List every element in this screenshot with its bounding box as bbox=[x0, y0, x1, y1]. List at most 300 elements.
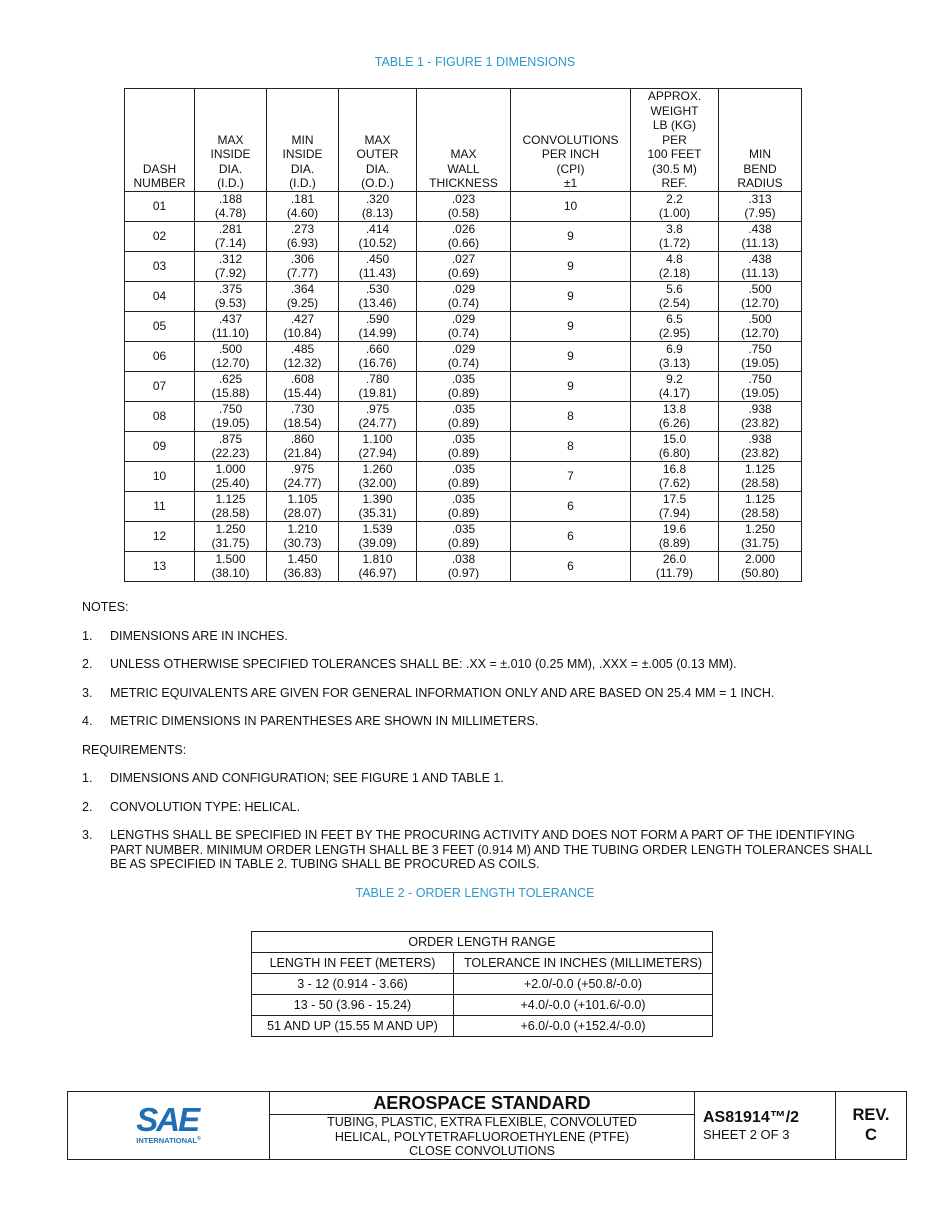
min-inside-dia-cell bbox=[267, 551, 339, 581]
revision-box bbox=[836, 1092, 907, 1160]
value-millimeters: (3.13) bbox=[658, 356, 691, 370]
max-inside-dia-cell bbox=[195, 251, 267, 281]
value-inches: 9.2 bbox=[666, 371, 683, 386]
header-line: (CPI) bbox=[556, 161, 585, 176]
table2-cell: 13 - 50 (3.96 - 15.24) bbox=[252, 995, 454, 1016]
value-millimeters: (25.40) bbox=[211, 476, 250, 490]
header-line: NUMBER bbox=[133, 176, 186, 190]
value-millimeters: (28.07) bbox=[283, 506, 322, 520]
value-inches: .320 bbox=[365, 191, 390, 206]
header-line: 100 FEET bbox=[647, 147, 702, 161]
min-inside-dia-cell bbox=[267, 521, 339, 551]
max-outer-dia-cell bbox=[339, 281, 417, 311]
value-inches: .035 bbox=[451, 431, 476, 446]
value-millimeters: (11.10) bbox=[211, 326, 250, 340]
value-millimeters: (12.32) bbox=[283, 356, 322, 370]
max-inside-dia-cell bbox=[195, 461, 267, 491]
table2-col-length: LENGTH IN FEET (METERS) bbox=[252, 953, 454, 974]
value-millimeters: (7.14) bbox=[214, 236, 247, 250]
header-line: MAX bbox=[364, 132, 391, 147]
document-title-line: HELICAL, POLYTETRAFLUOROETHYLENE (PTFE) bbox=[334, 1129, 630, 1144]
value-inches: .427 bbox=[290, 311, 315, 326]
value-inches: .750 bbox=[748, 341, 772, 356]
revision-value: C bbox=[865, 1126, 877, 1145]
value-millimeters: (21.84) bbox=[283, 446, 322, 460]
col-max-wall-thickness bbox=[417, 89, 511, 192]
max-outer-dia-cell bbox=[339, 401, 417, 431]
cpi-cell: 9 bbox=[511, 251, 631, 281]
value-millimeters: (4.78) bbox=[214, 206, 247, 220]
value-inches: .590 bbox=[365, 311, 390, 326]
table-row bbox=[125, 401, 802, 431]
table2-cell: 51 AND UP (15.55 M AND UP) bbox=[252, 1016, 454, 1037]
header-line: RADIUS bbox=[737, 176, 783, 190]
value-inches: .029 bbox=[451, 281, 476, 296]
dimensions-table bbox=[124, 88, 802, 582]
header-line: MAX bbox=[450, 147, 477, 161]
value-millimeters: (6.26) bbox=[658, 416, 691, 430]
value-millimeters: (16.76) bbox=[358, 356, 397, 370]
max-inside-dia-cell bbox=[195, 311, 267, 341]
max-outer-dia-cell bbox=[339, 221, 417, 251]
max-wall-cell bbox=[417, 491, 511, 521]
value-millimeters: (24.77) bbox=[358, 416, 397, 430]
weight-cell bbox=[631, 401, 719, 431]
header-line: DIA. bbox=[365, 161, 390, 176]
header-line: APPROX. bbox=[647, 89, 702, 103]
document-title bbox=[270, 1115, 695, 1160]
value-millimeters: (0.89) bbox=[447, 446, 480, 460]
min-inside-dia-cell bbox=[267, 281, 339, 311]
max-outer-dia-cell bbox=[339, 521, 417, 551]
value-inches: 1.450 bbox=[287, 551, 318, 566]
value-millimeters: (11.13) bbox=[741, 266, 779, 280]
dash-number-cell: 01 bbox=[125, 191, 195, 221]
value-millimeters: (38.10) bbox=[211, 566, 250, 580]
value-inches: 2.000 bbox=[744, 551, 776, 566]
header-line: MIN bbox=[749, 147, 771, 161]
bend-radius-cell bbox=[719, 311, 802, 341]
table2-cell: +6.0/-0.0 (+152.4/-0.0) bbox=[454, 1016, 713, 1037]
value-inches: .750 bbox=[748, 371, 772, 386]
weight-cell bbox=[631, 371, 719, 401]
bend-radius-cell bbox=[719, 521, 802, 551]
max-wall-cell bbox=[417, 371, 511, 401]
value-inches: .029 bbox=[451, 311, 476, 326]
min-inside-dia-cell bbox=[267, 341, 339, 371]
header-line: (I.D.) bbox=[217, 176, 244, 190]
bend-radius-cell bbox=[719, 251, 802, 281]
bend-radius-cell bbox=[719, 341, 802, 371]
value-inches: .438 bbox=[748, 221, 772, 236]
value-inches: 13.8 bbox=[662, 401, 687, 416]
dash-number-cell: 09 bbox=[125, 431, 195, 461]
header-line: (30.5 M) bbox=[652, 161, 697, 176]
list-item bbox=[82, 828, 882, 872]
value-millimeters: (7.95) bbox=[744, 206, 776, 220]
value-millimeters: (0.74) bbox=[447, 326, 480, 340]
header-line: CONVOLUTIONS bbox=[522, 132, 619, 147]
list-item bbox=[82, 771, 882, 786]
max-wall-cell bbox=[417, 341, 511, 371]
value-millimeters: (4.60) bbox=[286, 206, 319, 220]
value-millimeters: (2.54) bbox=[658, 296, 691, 310]
header-line: WEIGHT bbox=[650, 103, 699, 118]
table-row bbox=[252, 1016, 713, 1037]
value-inches: .029 bbox=[451, 341, 476, 356]
table-row bbox=[125, 251, 802, 281]
header-line: ±1 bbox=[563, 176, 578, 190]
weight-cell bbox=[631, 311, 719, 341]
value-inches: .181 bbox=[290, 191, 315, 206]
weight-cell bbox=[631, 461, 719, 491]
max-inside-dia-cell bbox=[195, 281, 267, 311]
value-millimeters: (1.72) bbox=[658, 236, 691, 250]
dash-number-cell: 07 bbox=[125, 371, 195, 401]
value-inches: .860 bbox=[290, 431, 315, 446]
value-millimeters: (0.74) bbox=[447, 356, 480, 370]
value-inches: .938 bbox=[748, 431, 772, 446]
table2-cell: 3 - 12 (0.914 - 3.66) bbox=[252, 974, 454, 995]
table-row bbox=[125, 461, 802, 491]
value-inches: .035 bbox=[451, 521, 476, 536]
value-millimeters: (11.79) bbox=[655, 566, 694, 580]
table-row bbox=[125, 281, 802, 311]
value-millimeters: (6.93) bbox=[286, 236, 319, 250]
max-wall-cell bbox=[417, 281, 511, 311]
header-line: BEND bbox=[743, 161, 777, 176]
value-millimeters: (0.97) bbox=[447, 566, 480, 580]
value-millimeters: (27.94) bbox=[358, 446, 397, 460]
max-outer-dia-cell bbox=[339, 461, 417, 491]
value-millimeters: (0.89) bbox=[447, 416, 480, 430]
value-millimeters: (31.75) bbox=[211, 536, 250, 550]
cpi-cell: 8 bbox=[511, 401, 631, 431]
col-max-outer-dia bbox=[339, 89, 417, 192]
value-inches: 16.8 bbox=[662, 461, 687, 476]
document-title-line: CLOSE CONVOLUTIONS bbox=[409, 1144, 555, 1158]
value-inches: .026 bbox=[451, 221, 476, 236]
value-millimeters: (8.89) bbox=[658, 536, 691, 550]
max-outer-dia-cell bbox=[339, 371, 417, 401]
table2-group-header: ORDER LENGTH RANGE bbox=[252, 932, 713, 953]
sae-logo bbox=[68, 1092, 270, 1160]
sae-logo-subtext: INTERNATIONAL® bbox=[136, 1135, 201, 1145]
value-inches: 1.125 bbox=[744, 491, 776, 506]
table2-col-tolerance: TOLERANCE IN INCHES (MILLIMETERS) bbox=[454, 953, 713, 974]
value-millimeters: (9.25) bbox=[286, 296, 319, 310]
document-id bbox=[695, 1092, 836, 1160]
value-inches: 1.100 bbox=[362, 431, 393, 446]
value-inches: 26.0 bbox=[662, 551, 687, 566]
list-item-number: 2. bbox=[82, 799, 93, 814]
max-wall-cell bbox=[417, 221, 511, 251]
list-item-number: 1. bbox=[82, 771, 93, 785]
value-millimeters: (19.05) bbox=[740, 356, 780, 370]
max-inside-dia-cell bbox=[195, 401, 267, 431]
value-inches: .750 bbox=[218, 401, 243, 416]
header-line: DIA. bbox=[290, 161, 315, 176]
standard-type: AEROSPACE STANDARD bbox=[270, 1092, 695, 1115]
table-row bbox=[252, 974, 713, 995]
bend-radius-cell bbox=[719, 221, 802, 251]
cpi-cell: 8 bbox=[511, 431, 631, 461]
max-inside-dia-cell bbox=[195, 221, 267, 251]
table-row bbox=[125, 221, 802, 251]
max-wall-cell bbox=[417, 401, 511, 431]
value-millimeters: (35.31) bbox=[358, 506, 397, 520]
value-inches: .500 bbox=[748, 281, 772, 296]
min-inside-dia-cell bbox=[267, 311, 339, 341]
value-millimeters: (28.58) bbox=[211, 506, 250, 520]
max-outer-dia-cell bbox=[339, 491, 417, 521]
max-wall-cell bbox=[417, 551, 511, 581]
value-millimeters: (22.23) bbox=[211, 446, 250, 460]
table-row bbox=[125, 521, 802, 551]
value-inches: .730 bbox=[290, 401, 315, 416]
value-millimeters: (7.92) bbox=[214, 266, 247, 280]
sae-logo-mark: SAE bbox=[136, 1100, 199, 1138]
value-inches: 19.6 bbox=[662, 521, 687, 536]
value-inches: .608 bbox=[290, 371, 315, 386]
value-millimeters: (12.70) bbox=[740, 296, 780, 310]
cpi-cell: 9 bbox=[511, 341, 631, 371]
header-line: WALL bbox=[447, 161, 480, 176]
list-item-text: LENGTHS SHALL BE SPECIFIED IN FEET BY THE PROCURING ACTIVITY AND DOES NOT FORM A PART OF THE IDENTIFYING PART NUMBER. MINIMUM ORDER LENGTH SHALL BE 3 FEET (0.914 M) AND THE TUBING ORDER LENGTH TOLERANCES SHALL BE AS SPECIFIED IN TABLE 2. TUBING SHALL BE PROCURED AS COILS. bbox=[110, 828, 872, 871]
list-item-number: 3. bbox=[82, 828, 93, 842]
list-item bbox=[82, 800, 882, 815]
value-inches: 1.390 bbox=[362, 491, 393, 506]
list-item bbox=[82, 629, 882, 644]
value-millimeters: (2.95) bbox=[658, 326, 691, 340]
value-inches: 1.000 bbox=[215, 461, 246, 476]
col-convolutions-per-inch bbox=[511, 89, 631, 192]
min-inside-dia-cell bbox=[267, 371, 339, 401]
header-line: INSIDE bbox=[282, 147, 323, 161]
value-millimeters: (10.52) bbox=[358, 236, 397, 250]
value-millimeters: (9.53) bbox=[214, 296, 247, 310]
value-inches: .035 bbox=[451, 491, 476, 506]
col-min-inside-dia bbox=[267, 89, 339, 192]
value-inches: 1.210 bbox=[287, 521, 318, 536]
value-millimeters: (8.13) bbox=[361, 206, 394, 220]
value-millimeters: (0.58) bbox=[447, 206, 480, 220]
value-millimeters: (12.70) bbox=[740, 326, 780, 340]
list-item-text: UNLESS OTHERWISE SPECIFIED TOLERANCES SHALL BE: .XX = ±.010 (0.25 MM), .XXX = ±.005 (0.13 MM). bbox=[110, 657, 737, 671]
header-line: DIA. bbox=[218, 161, 243, 176]
max-inside-dia-cell bbox=[195, 431, 267, 461]
list-item bbox=[82, 686, 882, 701]
max-outer-dia-cell bbox=[339, 311, 417, 341]
bend-radius-cell bbox=[719, 551, 802, 581]
value-millimeters: (1.00) bbox=[658, 206, 691, 220]
value-inches: .660 bbox=[365, 341, 390, 356]
max-outer-dia-cell bbox=[339, 191, 417, 221]
cpi-cell: 7 bbox=[511, 461, 631, 491]
value-millimeters: (7.62) bbox=[658, 476, 691, 490]
value-millimeters: (15.88) bbox=[211, 386, 250, 400]
value-inches: .273 bbox=[290, 221, 315, 236]
bend-radius-cell bbox=[719, 401, 802, 431]
max-outer-dia-cell bbox=[339, 341, 417, 371]
value-inches: 3.8 bbox=[666, 221, 683, 236]
max-wall-cell bbox=[417, 461, 511, 491]
value-inches: 1.810 bbox=[362, 551, 393, 566]
value-inches: .281 bbox=[218, 221, 243, 236]
list-item-text: DIMENSIONS AND CONFIGURATION; SEE FIGURE 1 AND TABLE 1. bbox=[110, 771, 504, 785]
value-inches: .500 bbox=[748, 311, 772, 326]
list-item bbox=[82, 714, 882, 729]
cpi-cell: 9 bbox=[511, 311, 631, 341]
header-line: INSIDE bbox=[210, 147, 251, 161]
header-line: (I.D.) bbox=[289, 176, 316, 190]
table1-header-row bbox=[125, 89, 802, 192]
list-item-number: 3. bbox=[82, 685, 93, 700]
bend-radius-cell bbox=[719, 281, 802, 311]
col-dash-number bbox=[125, 89, 195, 192]
bend-radius-cell bbox=[719, 431, 802, 461]
value-millimeters: (4.17) bbox=[658, 386, 691, 400]
dash-number-cell: 06 bbox=[125, 341, 195, 371]
revision-label: REV. bbox=[852, 1106, 890, 1125]
col-min-bend-radius bbox=[719, 89, 802, 192]
bend-radius-cell bbox=[719, 371, 802, 401]
weight-cell bbox=[631, 491, 719, 521]
dash-number-cell: 02 bbox=[125, 221, 195, 251]
cpi-cell: 6 bbox=[511, 491, 631, 521]
max-outer-dia-cell bbox=[339, 431, 417, 461]
cpi-cell: 9 bbox=[511, 371, 631, 401]
notes-heading: NOTES: bbox=[82, 600, 129, 614]
min-inside-dia-cell bbox=[267, 461, 339, 491]
value-inches: 1.260 bbox=[362, 461, 393, 476]
header-line: PER INCH bbox=[541, 147, 600, 161]
value-inches: .375 bbox=[218, 281, 243, 296]
document-number: AS81914™/2 bbox=[703, 1108, 800, 1126]
value-inches: .530 bbox=[365, 281, 390, 296]
value-inches: 2.2 bbox=[666, 191, 683, 206]
weight-cell bbox=[631, 341, 719, 371]
col-max-inside-dia bbox=[195, 89, 267, 192]
value-millimeters: (50.80) bbox=[740, 566, 780, 580]
list-item-number: 4. bbox=[82, 714, 93, 728]
header-line: MAX bbox=[217, 132, 244, 147]
value-inches: 1.250 bbox=[744, 521, 776, 536]
weight-cell bbox=[631, 191, 719, 221]
value-millimeters: (30.73) bbox=[283, 536, 322, 550]
header-line: (O.D.) bbox=[361, 176, 394, 190]
value-inches: .780 bbox=[365, 371, 390, 386]
value-inches: .625 bbox=[218, 371, 243, 386]
value-millimeters: (0.89) bbox=[447, 536, 480, 550]
min-inside-dia-cell bbox=[267, 191, 339, 221]
weight-cell bbox=[631, 281, 719, 311]
min-inside-dia-cell bbox=[267, 431, 339, 461]
value-millimeters: (7.77) bbox=[286, 266, 319, 280]
value-inches: 6.9 bbox=[666, 341, 683, 356]
max-inside-dia-cell bbox=[195, 491, 267, 521]
requirements-heading: REQUIREMENTS: bbox=[82, 742, 187, 757]
value-millimeters: (23.82) bbox=[740, 446, 780, 460]
value-inches: 17.5 bbox=[662, 491, 687, 506]
table-row bbox=[125, 311, 802, 341]
bend-radius-cell bbox=[719, 191, 802, 221]
value-inches: .188 bbox=[218, 191, 243, 206]
value-inches: .450 bbox=[365, 251, 390, 266]
value-inches: 6.5 bbox=[666, 311, 683, 326]
value-inches: .485 bbox=[290, 341, 315, 356]
value-millimeters: (7.94) bbox=[658, 506, 691, 520]
value-inches: 1.125 bbox=[744, 461, 776, 476]
value-millimeters: (0.74) bbox=[447, 296, 480, 310]
value-inches: .035 bbox=[451, 461, 476, 476]
dash-number-cell: 10 bbox=[125, 461, 195, 491]
col-approx-weight bbox=[631, 89, 719, 192]
value-millimeters: (0.69) bbox=[447, 266, 480, 280]
list-item-text: DIMENSIONS ARE IN INCHES. bbox=[110, 628, 288, 643]
max-wall-cell bbox=[417, 431, 511, 461]
value-millimeters: (24.77) bbox=[283, 476, 322, 490]
value-inches: .313 bbox=[748, 191, 772, 206]
header-line: PER bbox=[662, 132, 687, 147]
value-inches: 4.8 bbox=[666, 251, 683, 266]
value-inches: 15.0 bbox=[662, 431, 687, 446]
header-line: MIN bbox=[291, 132, 314, 147]
list-item-text: CONVOLUTION TYPE: HELICAL. bbox=[110, 799, 301, 814]
value-millimeters: (6.80) bbox=[658, 446, 691, 460]
value-millimeters: (10.84) bbox=[283, 326, 322, 340]
value-millimeters: (31.75) bbox=[740, 536, 780, 550]
cpi-cell: 6 bbox=[511, 551, 631, 581]
sheet-number: SHEET 2 OF 3 bbox=[703, 1126, 790, 1142]
value-inches: .875 bbox=[218, 431, 243, 446]
value-inches: .975 bbox=[290, 461, 315, 476]
value-inches: .364 bbox=[290, 281, 315, 296]
table2-caption: TABLE 2 - ORDER LENGTH TOLERANCE bbox=[355, 885, 595, 900]
dash-number-cell: 11 bbox=[125, 491, 195, 521]
dash-number-cell: 13 bbox=[125, 551, 195, 581]
max-inside-dia-cell bbox=[195, 371, 267, 401]
value-millimeters: (19.05) bbox=[740, 386, 780, 400]
dash-number-cell: 04 bbox=[125, 281, 195, 311]
table-row bbox=[125, 191, 802, 221]
max-outer-dia-cell bbox=[339, 251, 417, 281]
list-item-text: METRIC EQUIVALENTS ARE GIVEN FOR GENERAL INFORMATION ONLY AND ARE BASED ON 25.4 MM = 1 INCH. bbox=[110, 685, 775, 700]
value-millimeters: (0.66) bbox=[447, 236, 480, 250]
max-wall-cell bbox=[417, 311, 511, 341]
value-inches: .027 bbox=[451, 251, 476, 266]
document-title-line: TUBING, PLASTIC, EXTRA FLEXIBLE, CONVOLUTED bbox=[327, 1115, 637, 1129]
table-row bbox=[125, 491, 802, 521]
table-row bbox=[125, 431, 802, 461]
header-line: LB (KG) bbox=[652, 118, 697, 132]
dash-number-cell: 05 bbox=[125, 311, 195, 341]
value-millimeters: (2.18) bbox=[658, 266, 691, 280]
header-line: THICKNESS bbox=[429, 176, 498, 190]
table2-cell: +2.0/-0.0 (+50.8/-0.0) bbox=[454, 974, 713, 995]
value-millimeters: (28.58) bbox=[740, 506, 780, 520]
value-inches: 1.539 bbox=[362, 521, 393, 536]
value-millimeters: (11.43) bbox=[358, 266, 397, 280]
value-inches: .938 bbox=[748, 401, 772, 416]
max-wall-cell bbox=[417, 191, 511, 221]
title-block bbox=[67, 1091, 907, 1160]
min-inside-dia-cell bbox=[267, 401, 339, 431]
max-inside-dia-cell bbox=[195, 551, 267, 581]
value-millimeters: (23.82) bbox=[740, 416, 780, 430]
dash-number-cell: 12 bbox=[125, 521, 195, 551]
dash-number-cell: 08 bbox=[125, 401, 195, 431]
